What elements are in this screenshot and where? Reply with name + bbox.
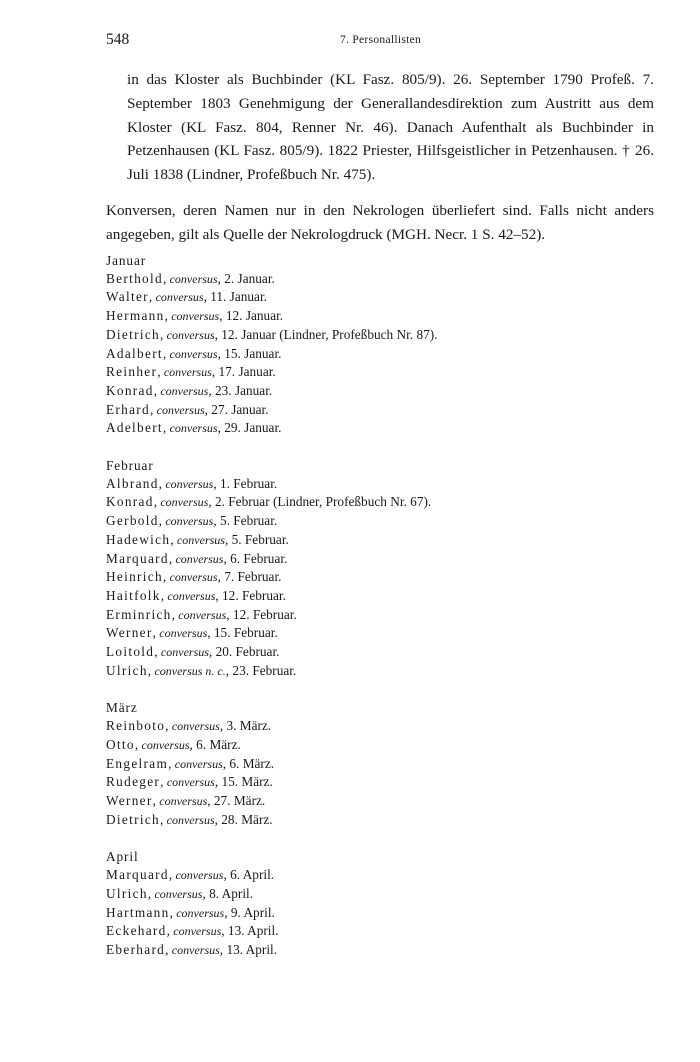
list-item: Konrad, conversus, 23. Januar. <box>106 382 273 398</box>
entry-name: Ulrich <box>106 885 148 901</box>
entry-date: , 9. April. <box>224 904 275 920</box>
page-number: 548 <box>106 31 130 48</box>
entry-name: Albrand <box>106 475 159 491</box>
entry-date: , 13. April. <box>221 923 279 939</box>
entry-date: , 6. April. <box>223 867 275 883</box>
entry-name: Hartmann <box>106 904 170 920</box>
entry-date: , 12. Januar (Lindner, Profeßbuch Nr. 87). <box>214 326 438 342</box>
entry-date: , 27. Januar. <box>204 401 269 417</box>
entry-date: , 6. Februar. <box>223 550 288 566</box>
entry-role: conversus <box>169 346 218 361</box>
list-item: Hermann, conversus, 12. Januar. <box>106 308 284 324</box>
entry-name: Engelram <box>106 755 169 771</box>
entry-role: conversus <box>166 327 215 342</box>
entry-name: Walter <box>106 289 149 305</box>
continuation-paragraph: in das Kloster als Buchbinder (KL Fasz. 805/9). 26. September 1790 Profeß. 7. September 1803 Genehmigung der Generallandesdirektion zum Austritt aus dem Kloster (KL Fasz. 804, Renner Nr. 46). Danach Aufenthalt als Buchbinder in Petzenhausen (KL Fasz. 805/9). 1822 Priester, Hilfsgeistlicher in Petzenhausen. † 26. Juli 1838 (Lindner, Profeßbuch Nr. 475). <box>127 71 654 184</box>
list-item: Heinrich, conversus, 7. Februar. <box>106 569 282 585</box>
entry-name: Eckehard <box>106 923 167 939</box>
list-item: Berthold, conversus, 2. Januar. <box>106 270 275 286</box>
entry-role: conversus <box>169 570 218 585</box>
page-header <box>106 31 655 51</box>
entry-role: conversus n. c. <box>154 663 226 678</box>
entry-role: conversus <box>156 402 205 417</box>
entry-name: Reinboto <box>106 718 166 734</box>
entry-date: , 13. April. <box>219 941 278 957</box>
list-item: Walter, conversus, 11. Januar. <box>106 289 267 305</box>
entry-name: Hermann <box>106 308 165 324</box>
list-item: Adalbert, conversus, 15. Januar. <box>106 345 282 361</box>
entry-role: conversus <box>159 626 208 641</box>
entry-name: Konrad <box>106 382 154 398</box>
entry-role: conversus <box>155 290 204 305</box>
list-item: Albrand, conversus, 1. Februar. <box>106 475 278 491</box>
entry-date: , 15. März. <box>214 774 273 790</box>
entry-name: Erminrich <box>106 606 172 622</box>
list-item: Hartmann, conversus, 9. April. <box>106 904 275 920</box>
list-item: Dietrich, conversus, 28. März. <box>106 811 273 827</box>
entry-role: conversus <box>171 719 220 734</box>
entry-date: , 7. Februar. <box>217 569 282 585</box>
list-item: Marquard, conversus, 6. April. <box>106 867 275 883</box>
entry-name: Hadewich <box>106 531 171 547</box>
entry-role: conversus <box>173 924 222 939</box>
entry-role: conversus <box>174 756 223 771</box>
list-item: Rudeger, conversus, 15. März. <box>106 774 273 790</box>
entry-date: , 28. März. <box>214 811 273 827</box>
entry-date: , 2. Februar (Lindner, Profeßbuch Nr. 67). <box>208 494 432 510</box>
month-title: März <box>106 700 138 716</box>
entry-role: conversus <box>165 514 214 529</box>
entry-name: Erhard <box>106 401 150 417</box>
entry-date: , 12. Februar. <box>215 587 286 603</box>
entry-date: , 1. Februar. <box>213 475 278 491</box>
entry-role: conversus <box>176 532 225 547</box>
list-item: Reinher, conversus, 17. Januar. <box>106 364 276 380</box>
entry-role: conversus <box>178 607 227 622</box>
list-item: Reinboto, conversus, 3. März. <box>106 718 272 734</box>
entry-name: Dietrich <box>106 326 160 342</box>
entry-date: , 6. März. <box>222 755 275 771</box>
list-item: Ulrich, conversus, 8. April. <box>106 885 254 901</box>
entry-name: Werner <box>106 792 153 808</box>
entry-role: conversus <box>160 383 209 398</box>
list-item: Loitold, conversus, 20. Februar. <box>106 644 280 660</box>
list-item: Adelbert, conversus, 29. Januar. <box>106 420 282 436</box>
entry-name: Rudeger <box>106 774 161 790</box>
list-item: Dietrich, conversus, 12. Januar (Lindner, Profeßbuch Nr. 87). <box>106 326 438 342</box>
list-item: Werner, conversus, 15. Februar. <box>106 625 278 641</box>
entry-role: conversus <box>175 551 224 566</box>
month-title: April <box>106 849 139 865</box>
entry-role: conversus <box>169 271 218 286</box>
entry-role: conversus <box>160 645 209 660</box>
list-item: Engelram, conversus, 6. März. <box>106 755 275 771</box>
list-item: Haitfolk, conversus, 12. Februar. <box>106 587 286 603</box>
entry-date: , 23. Februar. <box>225 662 297 678</box>
entry-date: , 17. Januar. <box>211 364 276 380</box>
intro-paragraph: Konversen, deren Namen nur in den Nekrologen überliefert sind. Falls nicht anders angegeben, gilt als Quelle der Nekrologdruck (MGH. Necr. 1 S. 42–52). <box>106 202 654 243</box>
list-item: Eberhard, conversus, 13. April. <box>106 941 278 957</box>
entry-role: conversus <box>171 942 220 957</box>
entry-name: Marquard <box>106 550 169 566</box>
entry-name: Gerbold <box>106 513 159 529</box>
entry-role: conversus <box>176 905 225 920</box>
entry-role: conversus <box>160 495 209 510</box>
month-section <box>106 848 666 959</box>
entry-role: conversus <box>175 868 224 883</box>
entry-name: Haitfolk <box>106 587 161 603</box>
entry-name: Adalbert <box>106 345 163 361</box>
list-item: Marquard, conversus, 6. Februar. <box>106 550 288 566</box>
entry-date: , 8. April. <box>202 885 254 901</box>
month-section <box>106 699 666 829</box>
entry-name: Eberhard <box>106 941 166 957</box>
list-item: Erhard, conversus, 27. Januar. <box>106 401 269 417</box>
entry-date: , 20. Februar. <box>208 644 280 660</box>
entry-date: , 5. Februar. <box>224 531 289 547</box>
entry-role: conversus <box>159 793 208 808</box>
entry-role: conversus <box>166 775 215 790</box>
month-section <box>106 457 666 680</box>
list-item: Eckehard, conversus, 13. April. <box>106 923 279 939</box>
entry-name: Konrad <box>106 494 154 510</box>
entry-date: , 12. Februar. <box>226 606 297 622</box>
entry-date: , 11. Januar. <box>203 289 267 305</box>
list-item: Otto, conversus, 6. März. <box>106 736 241 752</box>
entry-role: conversus <box>169 421 218 436</box>
entry-role: conversus <box>166 812 215 827</box>
entry-name: Reinher <box>106 364 158 380</box>
entry-name: Ulrich <box>106 662 148 678</box>
entry-date: , 27. März. <box>207 792 266 808</box>
entry-role: conversus <box>171 309 220 324</box>
month-title: Februar <box>106 458 154 474</box>
month-section <box>106 252 666 438</box>
entry-role: conversus <box>154 886 203 901</box>
entry-name: Adelbert <box>106 420 163 436</box>
entry-role: conversus <box>163 365 212 380</box>
list-item: Hadewich, conversus, 5. Februar. <box>106 531 289 547</box>
entry-date: , 6. März. <box>189 736 241 752</box>
entry-role: conversus <box>167 588 216 603</box>
list-item: Ulrich, conversus n. c., 23. Februar. <box>106 662 297 678</box>
entry-name: Berthold <box>106 270 163 286</box>
entry-date: , 29. Januar. <box>217 420 282 436</box>
entry-date: , 2. Januar. <box>217 270 275 286</box>
necrology-list <box>106 252 666 979</box>
entry-name: Marquard <box>106 867 169 883</box>
entry-name: Werner <box>106 625 153 641</box>
entry-name: Heinrich <box>106 569 163 585</box>
entry-name: Otto <box>106 736 135 752</box>
entry-role: conversus <box>165 476 214 491</box>
running-head: 7. Personallisten <box>339 34 422 46</box>
entry-date: , 15. Januar. <box>217 345 282 361</box>
month-title: Januar <box>106 253 147 268</box>
list-item: Konrad, conversus, 2. Februar (Lindner, Profeßbuch Nr. 67). <box>106 494 432 510</box>
entry-date: , 3. März. <box>219 718 272 734</box>
entry-date: , 23. Januar. <box>208 382 273 398</box>
entry-date: , 15. Februar. <box>207 625 278 641</box>
entry-date: , 12. Januar. <box>219 308 284 324</box>
entry-role: conversus <box>141 737 190 752</box>
entry-date: , 5. Februar. <box>213 513 278 529</box>
entry-name: Loitold <box>106 644 155 660</box>
list-item: Erminrich, conversus, 12. Februar. <box>106 606 297 622</box>
entry-name: Dietrich <box>106 811 160 827</box>
list-item: Werner, conversus, 27. März. <box>106 792 266 808</box>
list-item: Gerbold, conversus, 5. Februar. <box>106 513 278 529</box>
